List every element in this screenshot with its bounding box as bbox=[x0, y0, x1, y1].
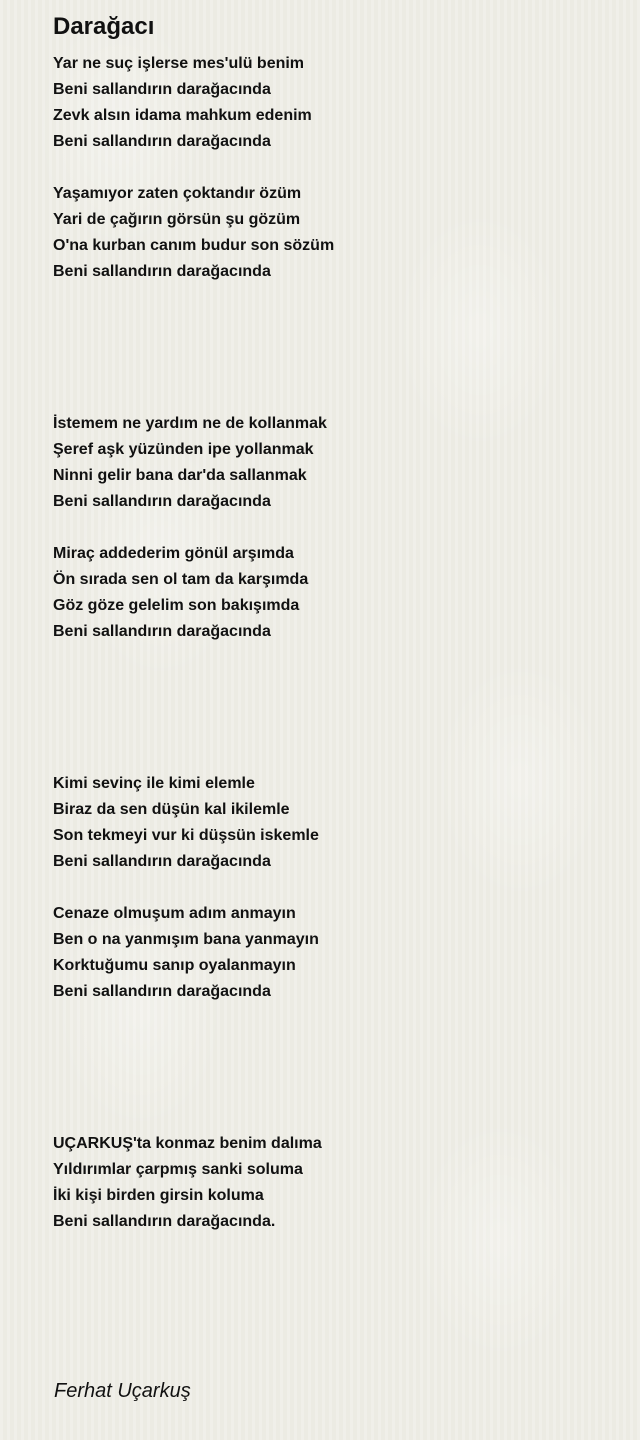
poem-line: Beni sallandırın darağacında bbox=[53, 263, 271, 280]
poem-line: Kimi sevinç ile kimi elemle bbox=[53, 775, 255, 792]
poem-line: İstemem ne yardım ne de kollanmak bbox=[53, 415, 327, 432]
poem-line: Son tekmeyi vur ki düşsün iskemle bbox=[53, 827, 319, 844]
stanza-6 bbox=[53, 901, 613, 1005]
stanza-7 bbox=[53, 1131, 613, 1235]
stanza-2 bbox=[53, 181, 613, 285]
stanza-gap bbox=[53, 875, 613, 901]
poem-line: UÇARKUŞ'ta konmaz benim dalıma bbox=[53, 1135, 322, 1152]
poem-line: Miraç addederim gönül arşımda bbox=[53, 545, 294, 562]
stanza-gap bbox=[53, 155, 613, 181]
poem-line: Beni sallandırın darağacında bbox=[53, 623, 271, 640]
poem-line: Beni sallandırın darağacında bbox=[53, 81, 271, 98]
poem-line: Ninni gelir bana dar'da sallanmak bbox=[53, 467, 307, 484]
poem-body bbox=[53, 51, 613, 1235]
poem-line: Yar ne suç işlerse mes'ulü benim bbox=[53, 55, 305, 72]
poem-line: Ön sırada sen ol tam da karşımda bbox=[53, 571, 309, 588]
poem-line: Beni sallandırın darağacında bbox=[53, 983, 271, 1000]
stanza-5 bbox=[53, 771, 613, 875]
poem-line: Yıldırımlar çarpmış sanki soluma bbox=[53, 1161, 303, 1178]
stanza-4 bbox=[53, 541, 613, 645]
poem-line: Beni sallandırın darağacında bbox=[53, 493, 271, 510]
poem-line: Biraz da sen düşün kal ikilemle bbox=[53, 801, 290, 818]
poem-line: Beni sallandırın darağacında. bbox=[53, 1213, 276, 1230]
poem-title: Darağacı bbox=[53, 13, 155, 40]
section-gap bbox=[53, 645, 613, 771]
stanza-gap bbox=[53, 515, 613, 541]
stanza-3 bbox=[53, 411, 613, 515]
poem-author: Ferhat Uçarkuş bbox=[54, 1380, 191, 1402]
poem-line: Beni sallandırın darağacında bbox=[53, 133, 271, 150]
poem-line: Cenaze olmuşum adım anmayın bbox=[53, 905, 296, 922]
section-gap bbox=[53, 285, 613, 411]
poem-line: Yari de çağırın görsün şu gözüm bbox=[53, 211, 301, 228]
poem-line: Şeref aşk yüzünden ipe yollanmak bbox=[53, 441, 314, 458]
poem-line: İki kişi birden girsin koluma bbox=[53, 1187, 264, 1204]
stanza-1 bbox=[53, 51, 613, 155]
poem-line: Yaşamıyor zaten çoktandır özüm bbox=[53, 185, 302, 202]
poem-line: Göz göze gelelim son bakışımda bbox=[53, 597, 300, 614]
poem-line: O'na kurban canım budur son sözüm bbox=[53, 237, 335, 254]
poem-line: Beni sallandırın darağacında bbox=[53, 853, 271, 870]
poem-line: Zevk alsın idama mahkum edenim bbox=[53, 107, 312, 124]
poem-line: Ben o na yanmışım bana yanmayın bbox=[53, 931, 319, 948]
poem-line: Korktuğumu sanıp oyalanmayın bbox=[53, 957, 296, 974]
section-gap bbox=[53, 1005, 613, 1131]
